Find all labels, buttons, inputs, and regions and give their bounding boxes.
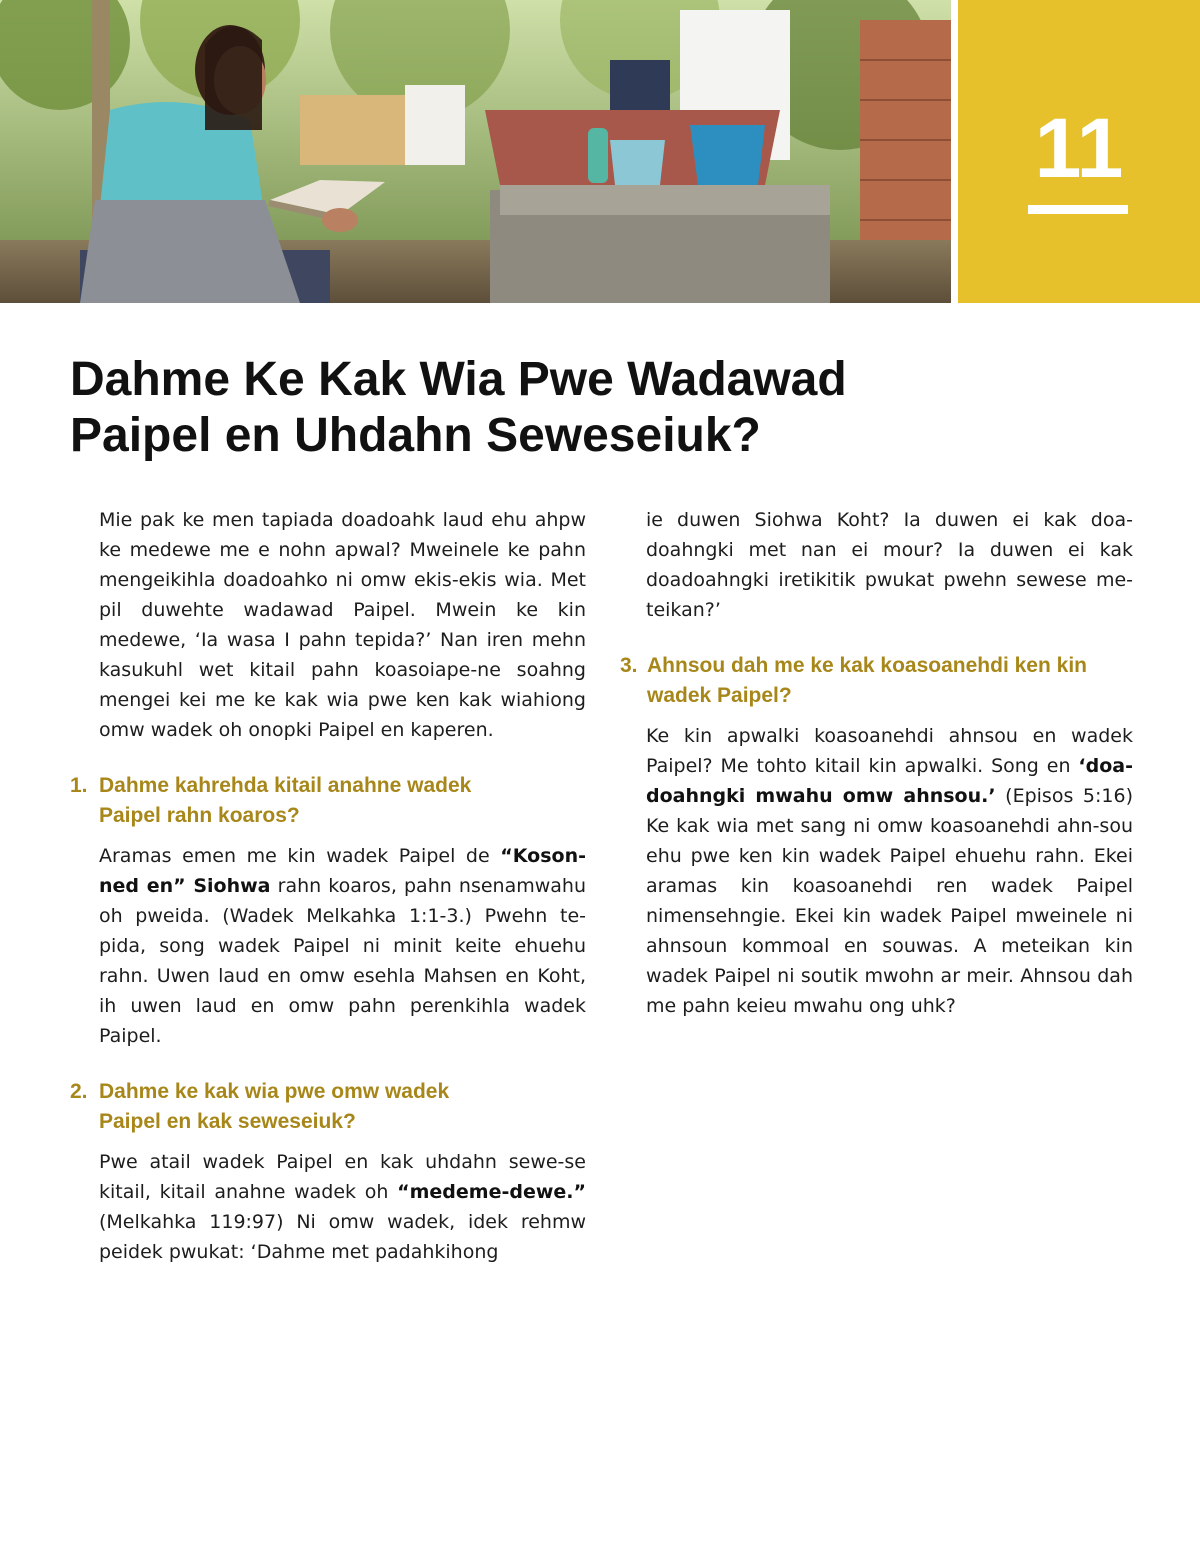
question-1-paragraph: Aramas emen me kin wadek Paipel de “Koson-ned en” Siohwa rahn koaros, pahn nsenamwahu oh pweida. (Wadek Melkahka 1:1-3.) Pwehn te-pida, song wadek Paipel ni minit keite ehuehu rahn. Uwen laud en omw esehla Mahsen en Koht, ih uwen laud en omw pahn perenkihla wadek Paipel. [99, 845, 587, 1047]
woman-reading-bible-outdoors-photo [0, 0, 951, 303]
question-2-paragraph-continued: ie duwen Siohwa Koht? Ia duwen ei kak doa-doahngki met nan ei mour? Ia duwen ei kak doadoahngki iretikitik pwukat pwehn sewese me-teikan?’ [646, 509, 1133, 621]
intro-paragraph: Mie pak ke men tapiada doadoahk laud ehu ahpw ke medewe me e nohn apwal? Mweinele ke pahn mengeikihla doadoahko ni omw ekis-ekis wia. Met pil duwehte wadawad Paipel. Mwein ke kin medewe, ‘Ia wasa I pahn tepida?’ Nan iren mehn kasukuhl wet kitail pahn koasoiape-ne soahng mengei kei me ke kak wia pwe ken kak wiahiong omw wadek oh onopki Paipel en kaperen. [99, 509, 586, 741]
question-1-heading [70, 771, 586, 831]
question-2-line2: Paipel en kak seweseiuk? [99, 1110, 356, 1133]
page-title-line1: Dahme Ke Kak Wia Pwe Wadawad [70, 353, 847, 406]
lesson-number: 11 [1034, 101, 1124, 195]
question-1-number: 1. [70, 774, 88, 797]
question-3-line2: wadek Paipel? [647, 684, 792, 707]
header-photo [0, 0, 951, 303]
question-3-line1: Ahnsou dah me ke kak koasoanehdi ken kin [647, 654, 1087, 677]
page-title-line2: Paipel en Uhdahn Seweseiuk? [70, 409, 761, 462]
question-1-emphasis: “Koson-ned en” Siohwa [99, 845, 586, 897]
question-2-paragraph: Pwe atail wadek Paipel en kak uhdahn sewe-se kitail, kitail anahne wadek oh “medeme-dewe.” (Melkahka 119:97) Ni omw wadek, idek rehmw peidek pwukat: ‘Dahme met padahkihong [99, 1151, 586, 1263]
question-1-line2: Paipel rahn koaros? [99, 804, 300, 827]
lesson-number-box [958, 0, 1200, 303]
question-2-emphasis: “medeme-dewe.” [397, 1181, 586, 1203]
question-2-number: 2. [70, 1080, 88, 1103]
right-column [620, 505, 1133, 1021]
question-3-heading [620, 651, 1133, 711]
question-2-line1: Dahme ke kak wia pwe omw wadek [99, 1080, 450, 1103]
question-2-heading [70, 1077, 586, 1137]
left-column [70, 505, 586, 1267]
lesson-number-underline [1028, 205, 1128, 214]
question-1-line1: Dahme kahrehda kitail anahne wadek [99, 774, 472, 797]
question-3-emphasis: ‘doa-doahngki mwahu omw ahnsou.’ [646, 755, 1133, 807]
question-3-number: 3. [620, 654, 638, 677]
page-title [70, 352, 970, 464]
question-3-paragraph: Ke kin apwalki koasoanehdi ahnsou en wadek Paipel? Me tohto kitail kin apwalki. Song en ‘doa-doahngki mwahu omw ahnsou.’ (Episos 5:16) Ke kak wia met sang ni omw koasoanehdi ahn-sou ehu pwe ken kin wadek Paipel ehuehu rahn. Ekei aramas kin koasoanehdi ren wadek Paipel nimensehngie. Ekei kin wadek Paipel mweinele ni ahnsoun kommoal en souwas. A meteikan kin wadek Paipel ni soutik mwohn ar meir. Ahnsou dah me pahn keieu mwahu ong uhk? [646, 725, 1133, 1017]
